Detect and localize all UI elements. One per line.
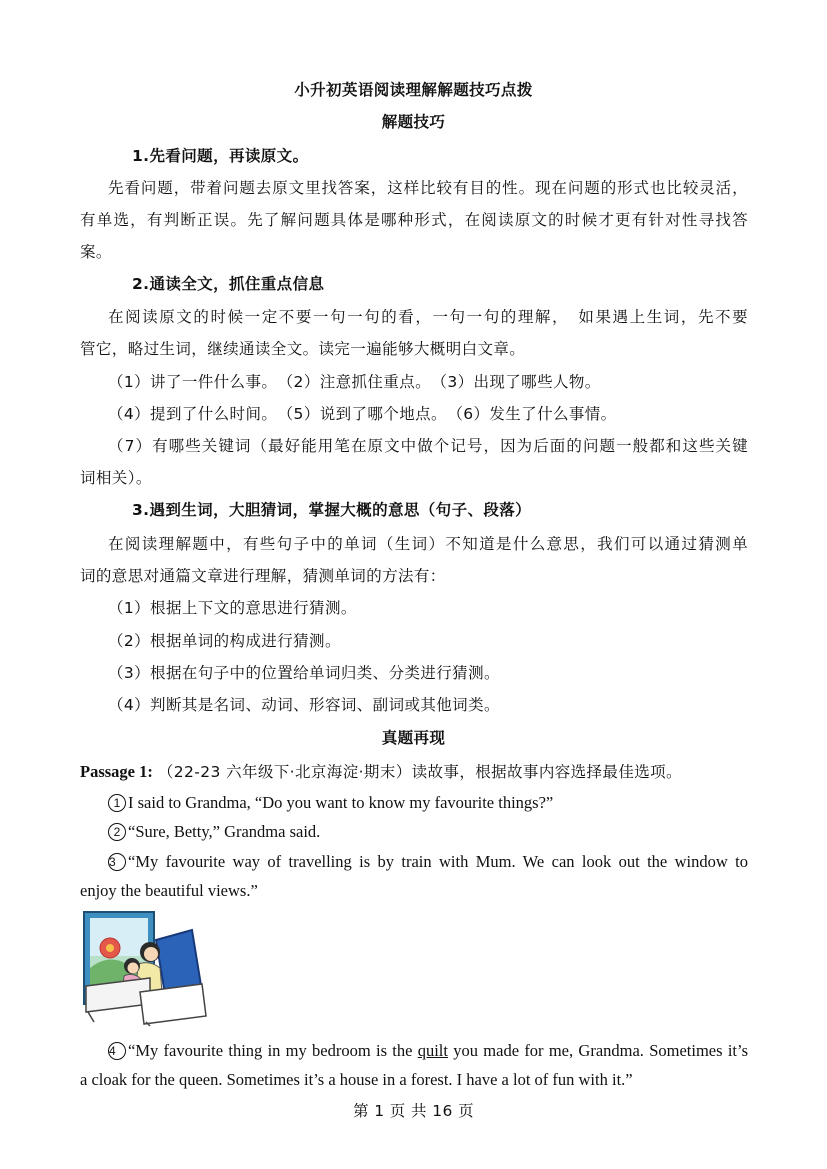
circled-number-2: 2 (108, 823, 126, 841)
section-2-list-row-2: （4）提到了什么时间。 （5）说到了哪个地点。 （6）发生了什么事情。 (108, 405, 617, 423)
sentence-4-text-post: you made for me, Grandma. Sometimes it’s (447, 1041, 748, 1060)
circled-number-3: 3 (108, 853, 126, 871)
sentence-1-text: I said to Grandma, “Do you want to know my favourite things?” (128, 793, 554, 812)
section-2-item-7-line-2: 词相关）。 (80, 469, 152, 487)
section-1-paragraph-line-2: 有单选，有判断正误。先了解问题具体是哪种形式，在阅读原文的时候才更有针对性寻找答 (80, 211, 748, 229)
method-item-1: （1）根据上下文的意思进行猜测。 (108, 599, 357, 617)
sentence-3-line-2: enjoy the beautiful views.” (80, 881, 258, 900)
section-2-list-row-1: （1）讲了一件什么事。 （2）注意抓住重点。 （3）出现了哪些人物。 (108, 373, 601, 391)
sentence-4-line-2: a cloak for the queen. Sometimes it’s a house in a forest. I have a lot of fun with it.” (80, 1070, 633, 1089)
section-4-heading: 真题再现 (381, 729, 446, 747)
underlined-word-quilt: quilt (417, 1041, 448, 1060)
section-2-paragraph-line-2: 管它，略过生词，继续通读全文。读完一遍能够大概明白文章。 (80, 340, 526, 358)
section-1-heading: 1.先看问题，再读原文。 (132, 147, 309, 165)
subtitle: 解题技巧 (381, 113, 446, 131)
method-item-3: （3）根据在句子中的位置给单词归类、分类进行猜测。 (108, 664, 500, 682)
section-3-paragraph-line-2: 词的意思对通篇文章进行理解，猜测单词的方法有： (80, 567, 446, 585)
passage-header (80, 762, 682, 782)
passage-source: （22-23 六年级下·北京海淀·期末）读故事，根据故事内容选择最佳选项。 (157, 763, 682, 781)
passage-label: Passage 1: (80, 762, 153, 781)
section-3-heading: 3.遇到生词，大胆猜词，掌握大概的意思（句子、段落） (132, 501, 532, 519)
section-2-paragraph-line-1: 在阅读原文的时候一定不要一句一句的看，一句一句的理解， 如果遇上生词，先不要 (108, 308, 748, 326)
sentence-2 (108, 822, 320, 842)
document-title: 小升初英语阅读理解解题技巧点拨 (294, 81, 533, 99)
train-travel-illustration (80, 908, 215, 1028)
circled-number-4: 4 (108, 1042, 126, 1060)
section-1-paragraph-line-3: 案。 (80, 243, 112, 261)
section-2-item-7-line-1: （7）有哪些关键词（最好能用笔在原文中做个记号，因为后面的问题一般都和这些关键 (108, 437, 748, 455)
train-window-image (80, 908, 215, 1028)
section-2-heading: 2.通读全文，抓住重点信息 (132, 275, 325, 293)
sentence-3-text-line-1: “My favourite way of travelling is by train with Mum. We can look out the window to (128, 852, 748, 871)
method-item-4: （4）判断其是名词、动词、形容词、副词或其他词类。 (108, 696, 500, 714)
sentence-4-text-pre: “My favourite thing in my bedroom is the (128, 1041, 418, 1060)
method-item-2: （2）根据单词的构成进行猜测。 (108, 632, 341, 650)
circled-number-1: 1 (108, 794, 126, 812)
page-footer: 第 1 页 共 16 页 (352, 1102, 475, 1120)
sentence-3-line-1 (108, 852, 748, 872)
sentence-2-text: “Sure, Betty,” Grandma said. (128, 822, 321, 841)
sentence-1 (108, 793, 553, 813)
section-3-paragraph-line-1: 在阅读理解题中，有些句子中的单词（生词）不知道是什么意思，我们可以通过猜测单 (108, 535, 748, 553)
section-1-paragraph-line-1: 先看问题，带着问题去原文里找答案，这样比较有目的性。现在问题的形式也比较灵活， (108, 179, 748, 197)
sentence-4-line-1 (108, 1041, 748, 1061)
